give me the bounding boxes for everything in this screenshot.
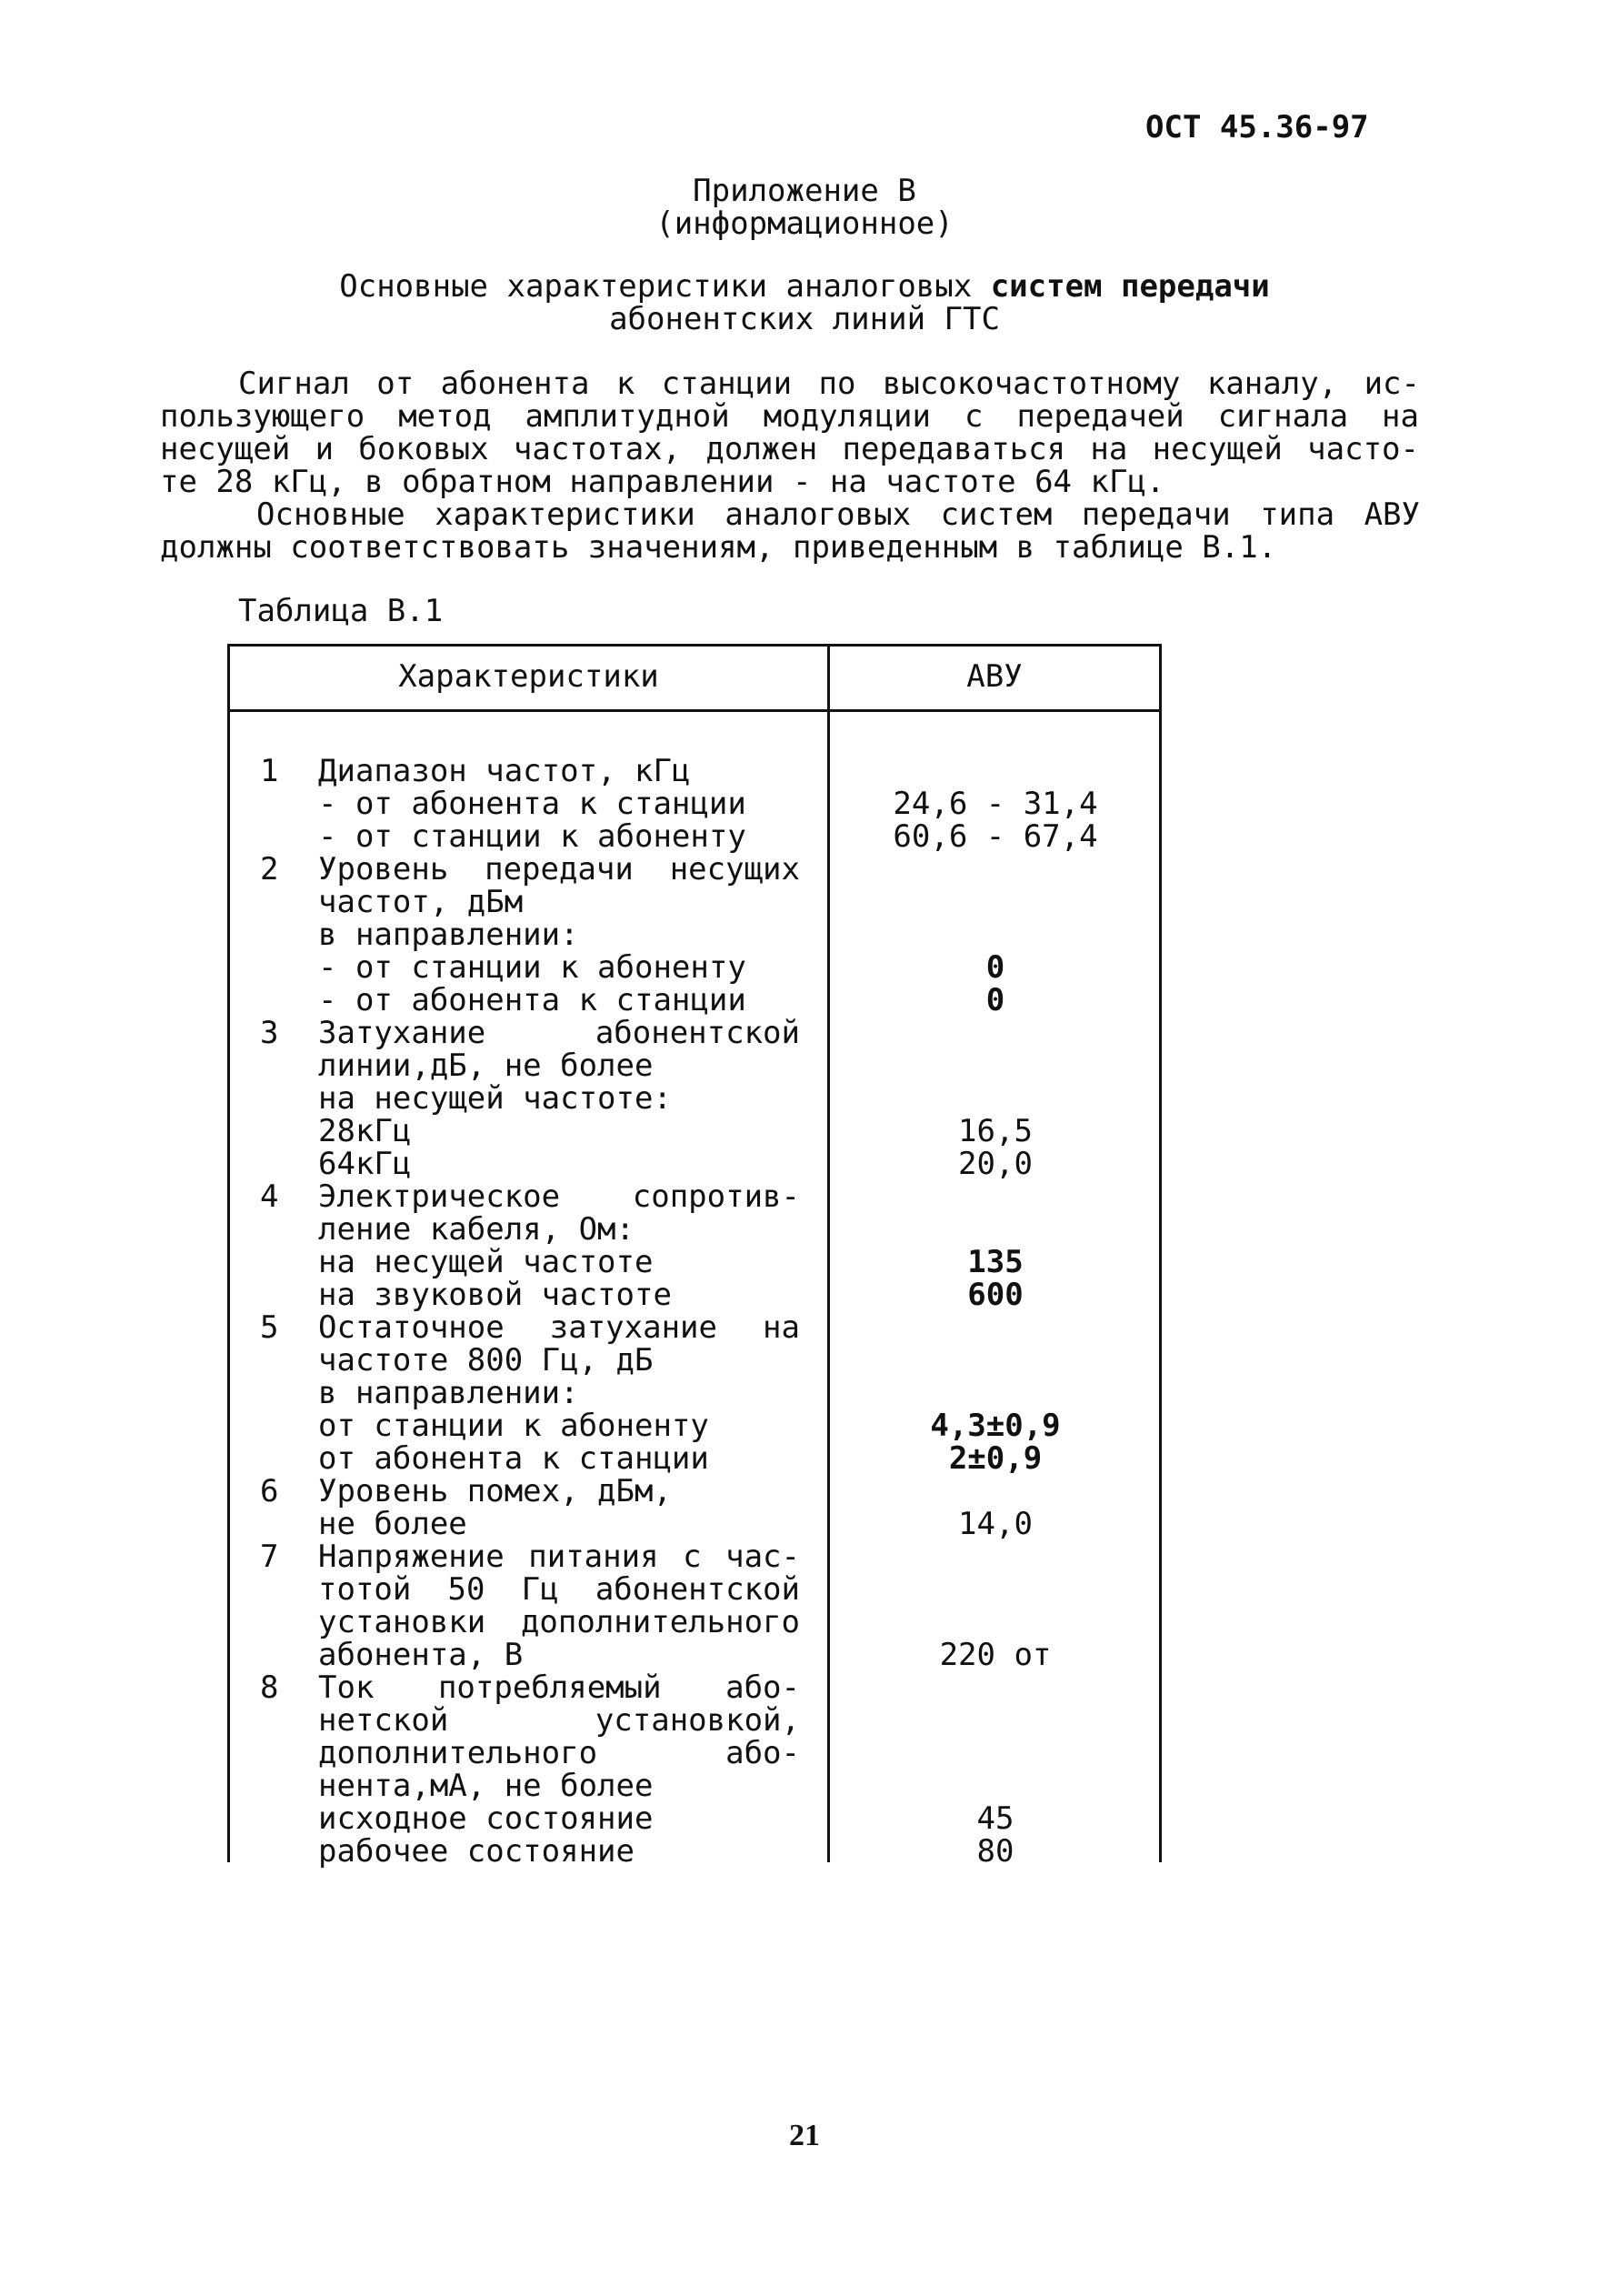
section-heading-part: Основные характеристики аналоговых <box>339 268 991 305</box>
section-heading-bold-part: систем передачи <box>990 268 1270 305</box>
appendix-note: (информационное) <box>655 206 954 242</box>
table-cell-value: 220 от <box>939 1637 1052 1673</box>
table-caption: Таблица В.1 <box>238 593 444 629</box>
paragraph-1-line-1: Сигнал от абонента к станции по высокочастотному каналу, ис- <box>238 366 1420 402</box>
table-cell-characteristic: нетской установкой, <box>318 1702 800 1739</box>
table-cell-value: 14,0 <box>958 1506 1033 1542</box>
section-heading <box>0 270 1609 303</box>
table-cell-characteristic: линии,дБ, не более <box>318 1048 654 1084</box>
table-cell-characteristic: нента,мА, не более <box>318 1768 654 1804</box>
table-cell-characteristic: 64кГц <box>318 1146 412 1182</box>
table-cell-value: 60,6 - 67,4 <box>893 818 1098 855</box>
table-cell-value: 135 <box>967 1244 1024 1280</box>
table-row-number: 8 <box>260 1669 279 1706</box>
table-cell-characteristic: Затухание абонентской <box>318 1015 800 1051</box>
table-cell-value: 600 <box>967 1277 1024 1313</box>
table-cell-value: 4,3±0,9 <box>930 1408 1061 1444</box>
table-header-characteristics: Характеристики <box>398 658 659 695</box>
table-cell-value: 0 <box>985 982 1005 1018</box>
table-row-number: 4 <box>260 1178 279 1215</box>
table-cell-characteristic: Электрическое сопротив- <box>318 1178 800 1215</box>
table-cell-characteristic: абонента, В <box>318 1637 524 1673</box>
table-cell-characteristic: частоте 800 Гц, дБ <box>318 1342 654 1379</box>
table-cell-value: 2±0,9 <box>948 1440 1043 1477</box>
table-cell-characteristic: - от абонента к станции <box>318 786 746 822</box>
table-top-border <box>227 644 1161 647</box>
paragraph-1-line-4: те 28 кГц, в обратном направлении - на частоте 64 кГц. <box>160 464 1165 500</box>
table-cell-characteristic: Напряжение питания с час- <box>318 1539 800 1575</box>
table-cell-characteristic: на несущей частоте <box>318 1244 654 1280</box>
table-cell-characteristic: Остаточное затухание на <box>318 1309 800 1346</box>
table-cell-characteristic: на несущей частоте: <box>318 1080 672 1117</box>
table-left-border <box>227 644 230 1862</box>
table-column-divider <box>827 644 830 1862</box>
table-row-number: 5 <box>260 1309 279 1346</box>
page-number: 21 <box>789 2119 820 2152</box>
table-cell-value: 24,6 - 31,4 <box>893 786 1098 822</box>
table-row-number: 1 <box>260 753 279 789</box>
paragraph-2-line-2: должны соответствовать значениям, приведенным в таблице В.1. <box>160 529 1277 566</box>
table-cell-characteristic: Уровень передачи несущих <box>318 851 800 887</box>
table-cell-characteristic: установки дополнительного <box>318 1604 800 1640</box>
table-cell-characteristic: от станции к абоненту <box>318 1408 709 1444</box>
table-cell-characteristic: - от станции к абоненту <box>318 949 746 986</box>
table-cell-characteristic: Уровень помех, дБм, <box>318 1473 672 1509</box>
table-cell-characteristic: не более <box>318 1506 467 1542</box>
table-cell-characteristic: частот, дБм <box>318 884 524 920</box>
table-cell-characteristic: Ток потребляемый або- <box>318 1669 800 1706</box>
table-cell-characteristic: - от станции к абоненту <box>318 818 746 855</box>
table-cell-value: 0 <box>985 949 1005 986</box>
table-cell-characteristic: на звуковой частоте <box>318 1277 672 1313</box>
table-header-abu: АВУ <box>966 658 1023 695</box>
table-row-number: 6 <box>260 1473 279 1509</box>
section-heading-line2: абонентских линий ГТС <box>609 301 1000 337</box>
paragraph-2-line-1: Основные характеристики аналоговых систем передачи типа АВУ <box>256 496 1420 533</box>
table-row-number: 3 <box>260 1015 279 1051</box>
document-code: ОСТ 45.36-97 <box>1145 109 1369 145</box>
table-row-number: 7 <box>260 1539 279 1575</box>
table-cell-value: 20,0 <box>958 1146 1033 1182</box>
paragraph-1-line-2: пользующего метод амплитудной модуляции с передачей сигнала на <box>160 398 1419 435</box>
table-cell-value: 16,5 <box>958 1113 1033 1149</box>
table-header-divider <box>227 709 1161 712</box>
table-cell-characteristic: рабочее состояние <box>318 1833 635 1870</box>
table-cell-characteristic: исходное состояние <box>318 1800 654 1837</box>
table-cell-value: 80 <box>976 1833 1014 1870</box>
table-cell-characteristic: дополнительного або- <box>318 1735 800 1771</box>
table-cell-characteristic: Диапазон частот, кГц <box>318 753 691 789</box>
table-cell-characteristic: тотой 50 Гц абонентской <box>318 1571 800 1608</box>
table-row-number: 2 <box>260 851 279 887</box>
table-cell-characteristic: в направлении: <box>318 1375 579 1411</box>
table-cell-characteristic: 28кГц <box>318 1113 412 1149</box>
table-cell-characteristic: от абонента к станции <box>318 1440 709 1477</box>
appendix-title: Приложение В <box>693 173 916 209</box>
table-cell-characteristic: в направлении: <box>318 917 579 953</box>
table-cell-value: 45 <box>976 1800 1014 1837</box>
paragraph-1-line-3: несущей и боковых частотах, должен передаваться на несущей часто- <box>160 431 1419 467</box>
table-cell-characteristic: - от абонента к станции <box>318 982 746 1018</box>
table-cell-characteristic: ление кабеля, Ом: <box>318 1211 635 1248</box>
